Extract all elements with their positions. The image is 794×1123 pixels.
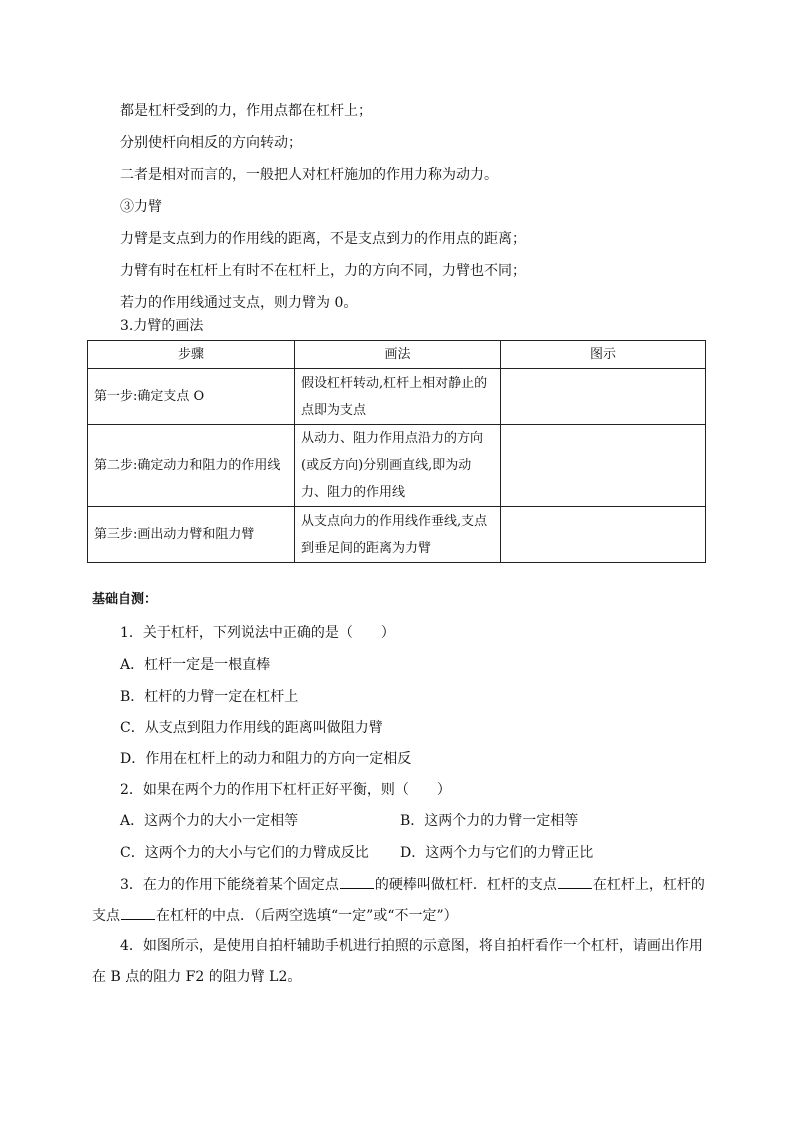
q1-option-c: C．从支点到阻力作用线的距离叫做阻力臂 <box>120 720 383 736</box>
q3-blank-2[interactable] <box>558 874 592 889</box>
table-row <box>88 425 706 507</box>
table-row <box>88 507 706 563</box>
q2-option-b: B．这两个力的力臂一定相等 <box>400 813 579 829</box>
q4-line-2: 在 B 点的阻力 F2 的阻力臂 L2。 <box>92 969 302 985</box>
quiz-heading: 基础自测： <box>92 592 158 607</box>
table-header-step: 步骤 <box>88 341 295 369</box>
q1-option-b: B．杠杆的力臂一定在杠杆上 <box>120 689 299 705</box>
q3-text-4: 支点 <box>92 908 120 924</box>
q4-line-1: 4．如图所示，是使用自拍杆辅助手机进行拍照的示意图，将自拍杆看作一个杠杆，请画出作用 <box>120 938 703 954</box>
q2-option-a: A．这两个力的大小一定相等 <box>120 813 299 829</box>
subheading-lever-arm: ③力臂 <box>120 199 162 215</box>
q3-text-3: 在杠杆上，杠杆的 <box>592 877 705 893</box>
table-header-row <box>88 341 706 369</box>
table-cell-step: 第二步:确定动力和阻力的作用线 <box>88 425 295 507</box>
table-cell-method: 假设杠杆转动,杠杆上相对静止的点即为支点 <box>295 369 501 425</box>
q2-stem: 2．如果在两个力的作用下杠杆正好平衡，则（ ） <box>120 782 451 798</box>
q3-blank-1[interactable] <box>340 874 374 889</box>
table-cell-figure <box>501 425 706 507</box>
table-cell-method: 从支点向力的作用线作垂线,支点到垂足间的距离为力臂 <box>295 507 501 563</box>
section-title: 3.力臂的画法 <box>120 318 204 334</box>
table-cell-method: 从动力、阻力作用点沿力的方向(或反方向)分别画直线,即为动力、阻力的作用线 <box>295 425 501 507</box>
q3-line-2 <box>92 905 458 926</box>
table-header-figure: 图示 <box>501 341 706 369</box>
intro-line-7: 若力的作用线通过支点，则力臂为 0。 <box>120 295 358 311</box>
q1-option-d: D．作用在杠杆上的动力和阻力的方向一定相反 <box>120 751 412 767</box>
table-cell-step: 第三步:画出动力臂和阻力臂 <box>88 507 295 563</box>
q1-stem: 1．关于杠杆，下列说法中正确的是（ ） <box>120 625 395 641</box>
q3-text-2: 的硬棒叫做杠杆．杠杆的支点 <box>374 877 557 893</box>
q2-option-d: D．这两个力与它们的力臂正比 <box>400 845 594 861</box>
q3-text-1: 3．在力的作用下能绕着某个固定点 <box>120 877 339 893</box>
intro-line-2: 分别使杆向相反的方向转动； <box>120 135 302 151</box>
q2-option-c: C．这两个力的大小与它们的力臂成反比 <box>120 845 369 861</box>
q3-line-1 <box>120 874 705 895</box>
table-cell-figure <box>501 369 706 425</box>
q3-blank-3[interactable] <box>121 905 155 920</box>
table-cell-figure <box>501 507 706 563</box>
q1-option-a: A．杠杆一定是一根直棒 <box>120 657 271 673</box>
intro-line-3: 二者是相对而言的，一般把人对杠杆施加的作用力称为动力。 <box>120 167 498 183</box>
q3-text-5: 在杠杆的中点．（后两空选填“一定”或“不一定”） <box>156 908 458 924</box>
intro-line-5: 力臂是支点到力的作用线的距离，不是支点到力的作用点的距离； <box>120 231 526 247</box>
steps-table <box>87 340 706 563</box>
intro-line-1: 都是杠杆受到的力，作用点都在杠杆上； <box>120 103 372 119</box>
intro-line-6: 力臂有时在杠杆上有时不在杠杆上，力的方向不同，力臂也不同； <box>120 263 526 279</box>
table-cell-step: 第一步:确定支点 O <box>88 369 295 425</box>
table-row <box>88 369 706 425</box>
table-header-method: 画法 <box>295 341 501 369</box>
